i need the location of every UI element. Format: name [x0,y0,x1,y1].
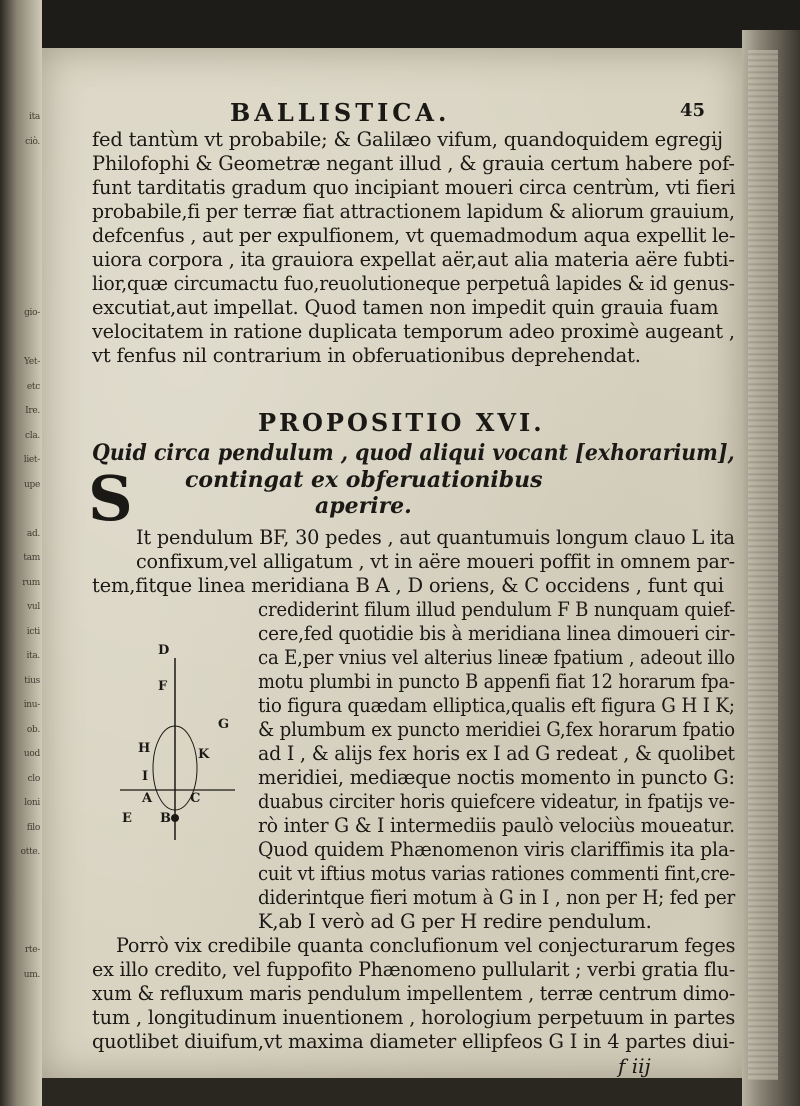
margin-fragment: tam [23,553,40,563]
margin-fragment: vul [27,602,40,612]
subtitle-line: aperire. [315,493,412,519]
margin-fragment: ob. [26,724,40,735]
text-line: fed tantùm vt probabile; & Galilæo vifum, quandoquidem egregij [92,128,723,151]
pendulum-figure [100,640,250,850]
margin-fragment: uod [23,749,40,759]
text-line: ex illo credito, vel fuppofito Phænomeno pullularit ; verbi gratia flu- [92,958,736,981]
scan-bottom-shadow [42,1078,742,1106]
signature-mark: f iij [618,1054,651,1078]
text-line: rò inter G & I intermediis paulò velociùs moueatur. [258,814,735,837]
label-a: A [142,791,153,806]
text-line: vt fenfus nil contrarium in obferuationibus deprehendat. [92,344,641,367]
margin-fragment: ita. [26,651,40,661]
pendulum-bob [171,814,179,822]
label-i: I [142,769,149,784]
margin-fragment: rte- [24,945,40,955]
text-line: quotlibet diuifum,vt maxima diameter ellipfeos G I in 4 partes diui- [92,1030,735,1053]
margin-fragment: tius [24,675,40,686]
margin-fragment: upe [24,479,40,490]
text-line: tem,fitque linea meridiana B A , D oriens, & C occidens , funt qui [92,574,724,597]
adjacent-page-margin [0,0,42,1106]
margin-fragment: filo [26,822,40,833]
label-b: B [160,811,171,826]
running-header-title: BALLISTICA. [230,98,451,127]
margin-fragment: icti [26,626,40,637]
text-line: uiora corpora , ita grauiora expellat aër,aut alia materia aëre fubti- [92,248,735,271]
margin-fragment: rum [22,577,40,588]
text-line: Philofophi & Geometræ negant illud , & grauia certum habere pof- [92,152,735,175]
text-line: duabus circiter horis quiefcere videatur, in fpatijs ve- [258,790,735,813]
margin-fragment: um. [23,969,40,980]
label-e: E [122,811,132,826]
margin-fragment: cla. [25,430,40,441]
text-line: diderintque fieri motum à G in I , non per H; fed per [258,886,736,909]
margin-fragment: clo [27,773,40,784]
text-line: lior,quæ circumactu fuo,reuolutioneque perpetuâ lapides & id genus- [92,272,735,295]
text-line: crediderint filum illud pendulum F B nunquam quief- [258,598,736,621]
subtitle-line: Quid circa pendulum , quod aliqui vocant [exhorarium], [92,440,735,466]
text-line: excutiat,aut impellat. Quod tamen non impedit quin grauia fuam [92,296,719,319]
text-line: defcenfus , aut per expulfionem, vt quemadmodum aqua expellit le- [92,224,736,247]
text-line: & plumbum ex puncto meridiei G,fex horarum fpatio [258,718,735,741]
margin-fragment: liet- [23,455,40,465]
margin-fragment: inu- [23,700,40,710]
text-line: velocitatem in ratione duplicata temporum adeo proximè augeant , [92,320,735,343]
label-k: K [198,747,210,762]
margin-fragment: gio- [24,308,40,318]
text-line: ad I , & alijs fex horis ex I ad G redeat , & quolibet [258,742,735,765]
margin-fragment: etc [26,381,40,392]
margin-fragment: loni [24,798,40,808]
label-f: F [158,679,168,694]
text-line: confixum,vel alligatum , vt in aëre moueri poffit in omnem par- [136,550,735,573]
text-line: Porrò vix credibile quanta conclufionum vel conjecturarum feges [116,934,736,957]
margin-fragment: ita [29,112,40,122]
text-line: cere,fed quotidie bis à meridiana linea dimoueri cir- [258,622,736,645]
text-line: funt tarditatis gradum quo incipiant moueri circa centrùm, vti fieri [92,176,736,199]
label-g: G [218,717,230,732]
label-d: D [158,643,170,658]
text-line: meridiei, mediæque noctis momento in puncto G: [258,766,735,789]
margin-fragment: otte. [20,847,40,857]
drop-cap: S [88,462,133,535]
text-line: ca E,per vnius vel alterius lineæ fpatium , adeout illo [258,646,735,669]
text-line: Quod quidem Phænomenon viris clariffimis ita pla- [258,838,736,861]
text-line: cuit vt iftius motus varias rationes commenti fint,cre- [258,862,736,885]
margin-fragment: ad. [26,528,40,539]
text-line: K,ab I verò ad G per H redire pendulum. [258,910,652,933]
margin-fragment: ciò. [25,136,40,147]
text-line: tio figura quædam elliptica,qualis eft figura G H I K; [258,694,735,717]
text-line: motu plumbi in puncto B appenfi fiat 12 horarum fpa- [258,670,735,693]
page-edge [742,30,800,1106]
proposition-title: PROPOSITIO XVI. [258,408,545,437]
subtitle-line: contingat ex obferuationibus [185,467,543,493]
margin-fragment: Yet- [24,357,40,367]
text-line: It pendulum BF, 30 pedes , aut quantumuis longum clauo L ita [136,526,735,549]
margin-fragment: Ire. [25,406,40,416]
page-number: 45 [680,100,706,121]
text-line: probabile,fi per terræ fiat attractionem lapidum & aliorum grauium, [92,200,735,223]
label-h: H [138,741,151,756]
label-c: C [190,791,201,806]
text-line: tum , longitudinum inuentionem , horologium perpetuum in partes [92,1006,736,1029]
text-line: xum & refluxum maris pendulum impellentem , terræ centrum dimo- [92,982,736,1005]
